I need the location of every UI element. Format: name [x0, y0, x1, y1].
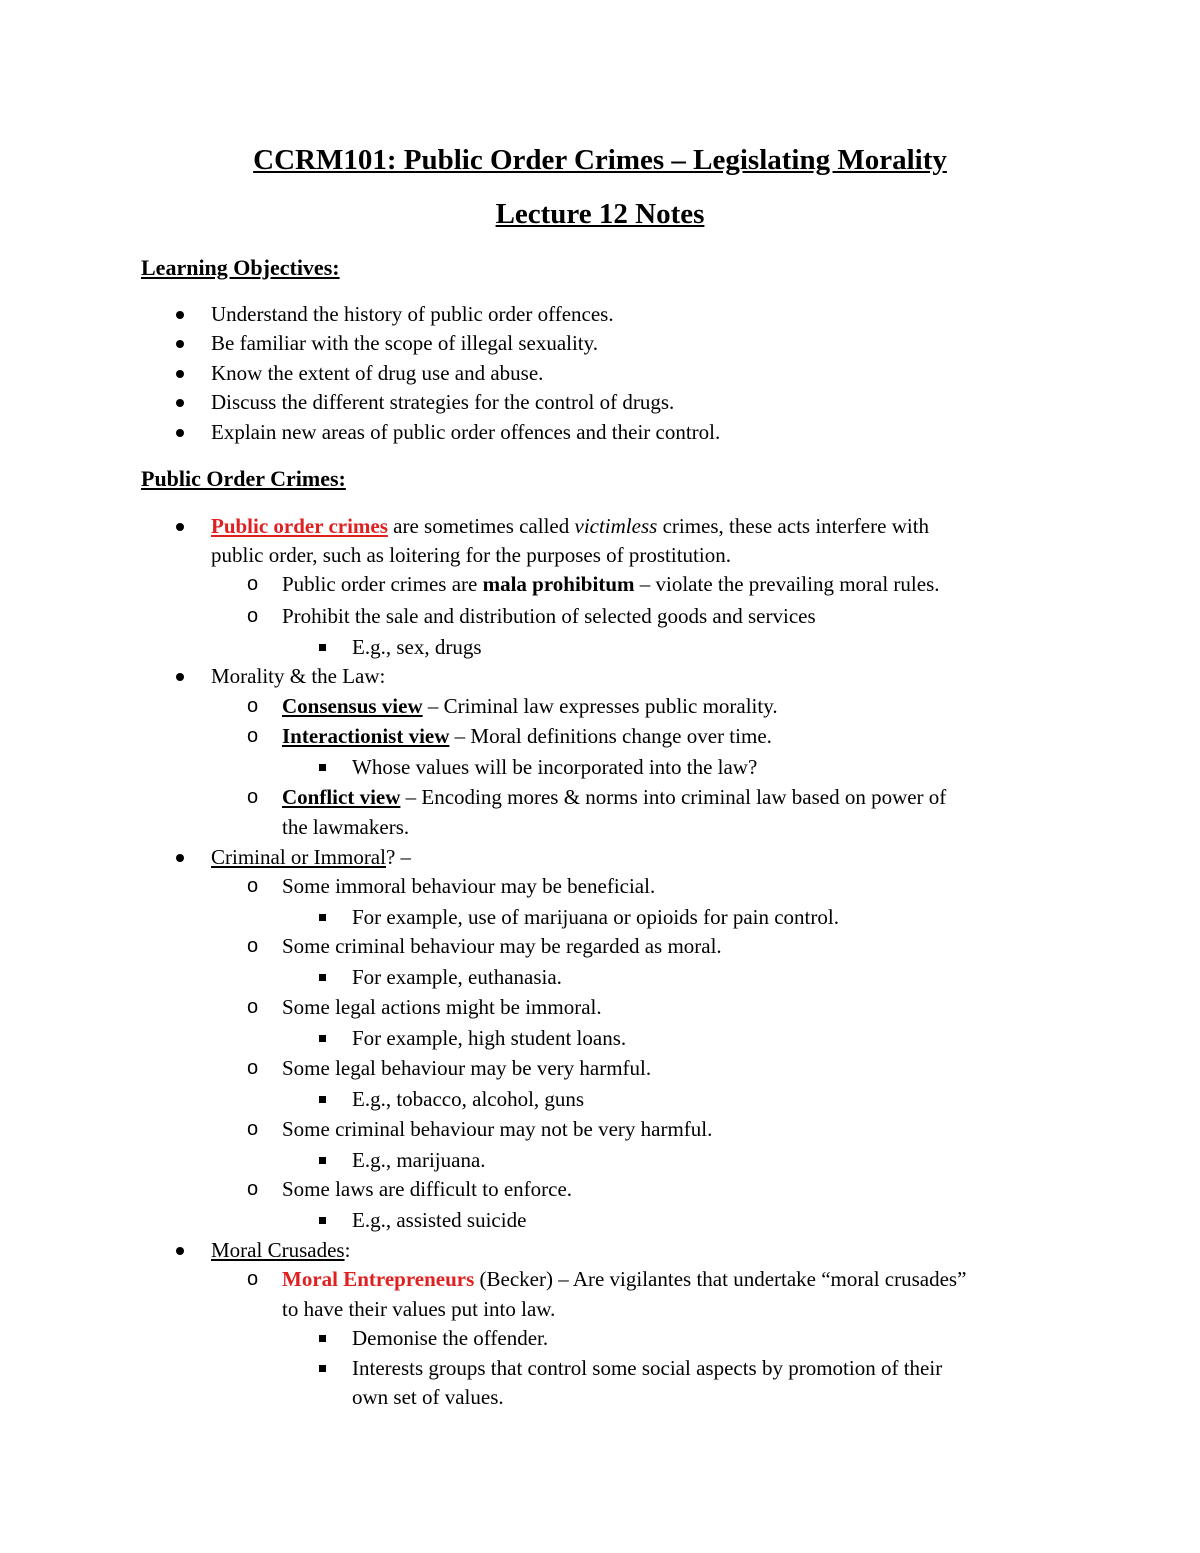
criminal-immoral-line [211, 843, 411, 871]
morality-law-line: Morality & the Law: [211, 664, 386, 688]
entrepreneur-point: Interests groups that control some social aspects by promotion of their [352, 1356, 943, 1380]
whose-values-line: Whose values will be incorporated into the law? [352, 755, 758, 779]
victimless-term: victimless [574, 514, 658, 538]
entrepreneur-point: Demonise the offender. [352, 1326, 549, 1350]
intro-line [211, 512, 929, 540]
bullet-dot-icon [176, 340, 184, 348]
square-bullet-icon [319, 1096, 326, 1103]
moral-entrepreneurs-line [282, 1265, 966, 1293]
objective-item: Be familiar with the scope of illegal sexuality. [211, 331, 599, 355]
criminal-immoral-example: For example, euthanasia. [352, 965, 562, 989]
criminal-immoral-item: Some laws are difficult to enforce. [282, 1177, 573, 1201]
square-bullet-icon [319, 1217, 326, 1224]
mala-prohibitum-term: mala prohibitum [482, 572, 635, 596]
square-bullet-icon [319, 914, 326, 921]
prohibit-example: E.g., sex, drugs [352, 635, 482, 659]
criminal-immoral-item: Some criminal behaviour may be regarded as moral. [282, 934, 722, 958]
objective-item: Explain new areas of public order offences and their control. [211, 420, 721, 444]
circle-bullet-icon: o [247, 605, 259, 627]
criminal-immoral-rest: ? – [385, 845, 412, 869]
criminal-immoral-item: Some legal behaviour may be very harmful. [282, 1056, 652, 1080]
bullet-dot-icon [176, 523, 184, 531]
bullet-dot-icon [176, 854, 184, 862]
circle-bullet-icon: o [247, 1118, 259, 1140]
objectives-heading: Learning Objectives: [141, 255, 340, 280]
circle-bullet-icon: o [247, 935, 259, 957]
moral-entrepreneurs-continuation: to have their values put into law. [282, 1297, 556, 1321]
objective-item: Discuss the different strategies for the control of drugs. [211, 390, 675, 414]
circle-bullet-icon: o [247, 573, 259, 595]
bullet-dot-icon [176, 370, 184, 378]
conflict-continuation: the lawmakers. [282, 815, 410, 839]
circle-bullet-icon: o [247, 875, 259, 897]
bullet-dot-icon [176, 1247, 184, 1255]
square-bullet-icon [319, 1335, 326, 1342]
mala-prohibitum-line [282, 570, 940, 598]
circle-bullet-icon: o [247, 996, 259, 1018]
circle-bullet-icon: o [247, 725, 259, 747]
intro-text: are sometimes called [387, 514, 575, 538]
square-bullet-icon [319, 764, 326, 771]
objective-item: Understand the history of public order offences. [211, 302, 614, 326]
criminal-immoral-example: E.g., assisted suicide [352, 1208, 527, 1232]
mala-text: – violate the prevailing moral rules. [634, 572, 940, 596]
criminal-immoral-example: E.g., marijuana. [352, 1148, 486, 1172]
entrepreneur-point-continuation: own set of values. [352, 1385, 504, 1409]
interactionist-text: – Moral definitions change over time. [449, 724, 772, 748]
moral-crusades-label: Moral Crusades [211, 1238, 345, 1262]
interactionist-view-term: Interactionist view [282, 724, 450, 748]
consensus-text: – Criminal law expresses public morality. [422, 694, 778, 718]
consensus-view-line [282, 692, 778, 720]
square-bullet-icon [319, 1157, 326, 1164]
conflict-text: – Encoding mores & norms into criminal law based on power of [400, 785, 947, 809]
moral-entrepreneurs-text: (Becker) – Are vigilantes that undertake “moral crusades” [474, 1267, 967, 1291]
square-bullet-icon [319, 644, 326, 651]
document-title: CCRM101: Public Order Crimes – Legislating Morality [253, 144, 947, 176]
moral-crusades-rest: : [344, 1238, 351, 1262]
prohibit-line: Prohibit the sale and distribution of selected goods and services [282, 604, 816, 628]
criminal-immoral-example: E.g., tobacco, alcohol, guns [352, 1087, 585, 1111]
square-bullet-icon [319, 1035, 326, 1042]
circle-bullet-icon: o [247, 1268, 259, 1290]
circle-bullet-icon: o [247, 786, 259, 808]
public-order-crimes-term: Public order crimes [211, 514, 388, 538]
conflict-view-term: Conflict view [282, 785, 401, 809]
mala-text: Public order crimes are [282, 572, 483, 596]
bullet-dot-icon [176, 311, 184, 319]
criminal-immoral-example: For example, high student loans. [352, 1026, 627, 1050]
bullet-dot-icon [176, 429, 184, 437]
square-bullet-icon [319, 1365, 326, 1372]
criminal-immoral-item: Some criminal behaviour may not be very harmful. [282, 1117, 713, 1141]
criminal-immoral-label: Criminal or Immoral [211, 845, 386, 869]
criminal-immoral-item: Some legal actions might be immoral. [282, 995, 602, 1019]
circle-bullet-icon: o [247, 1178, 259, 1200]
bullet-dot-icon [176, 399, 184, 407]
document-subtitle: Lecture 12 Notes [495, 198, 705, 230]
circle-bullet-icon: o [247, 1057, 259, 1079]
criminal-immoral-item: Some immoral behaviour may be beneficial. [282, 874, 656, 898]
square-bullet-icon [319, 974, 326, 981]
interactionist-view-line [282, 722, 772, 750]
consensus-view-term: Consensus view [282, 694, 423, 718]
objective-item: Know the extent of drug use and abuse. [211, 361, 544, 385]
intro-continuation: public order, such as loitering for the purposes of prostitution. [211, 543, 731, 567]
criminal-immoral-example: For example, use of marijuana or opioids for pain control. [352, 905, 839, 929]
conflict-view-line [282, 783, 946, 811]
circle-bullet-icon: o [247, 695, 259, 717]
moral-entrepreneurs-term: Moral Entrepreneurs [282, 1267, 475, 1291]
moral-crusades-line [211, 1236, 350, 1264]
bullet-dot-icon [176, 673, 184, 681]
public-order-heading: Public Order Crimes: [141, 466, 346, 491]
intro-text: crimes, these acts interfere with [657, 514, 930, 538]
